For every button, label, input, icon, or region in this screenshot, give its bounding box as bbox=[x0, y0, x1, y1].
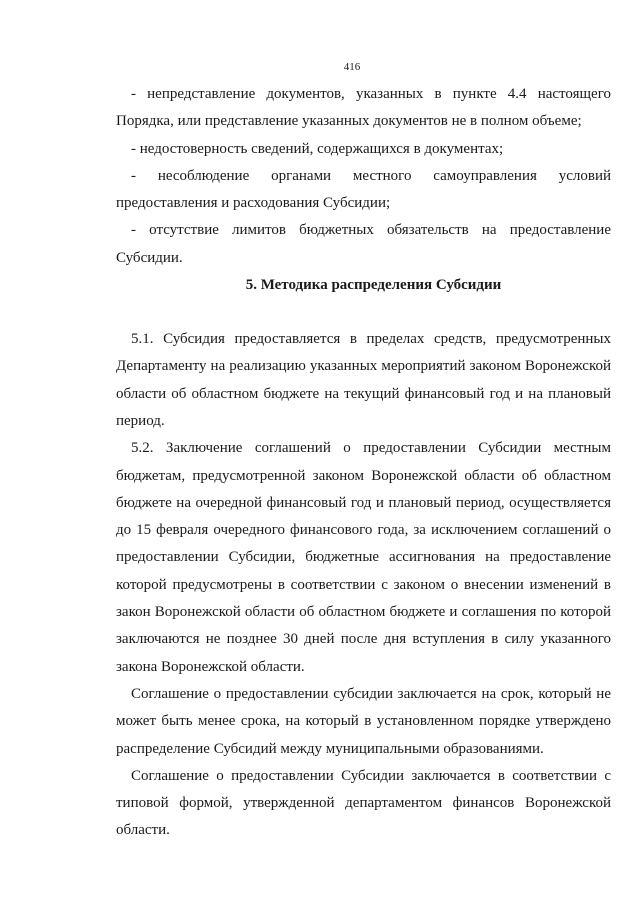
blank-line bbox=[116, 299, 611, 326]
document-body bbox=[116, 81, 611, 845]
list-item-no-limits: - отсутствие лимитов бюджетных обязательств на предоставление Субсидии. bbox=[116, 222, 611, 266]
paragraph-5-1: 5.1. Субсидия предоставляется в пределах средств, предусмотренных Департаменту на реализацию указанных мероприятий законом Воронежской области об областном бюджете на текущий финансовый год и на плановый период. bbox=[116, 331, 611, 429]
list-item-noncompliance: - несоблюдение органами местного самоуправления условий предоставления и расходования Субсидии; bbox=[116, 167, 611, 212]
section-heading: 5. Методика распределения Субсидии bbox=[245, 277, 502, 294]
list-item-unreliable-info: - недостоверность сведений, содержащихся в документах; bbox=[131, 140, 504, 157]
paragraph-5-2: 5.2. Заключение соглашений о предоставлении Субсидии местным бюджетам, предусмотренной законом Воронежской области об областном бюджете на очередной финансовый год и плановый период, осуществляется до 15 февраля очередного финансового года, за исключением соглашений о предоставлении Субсидии, бюджетные ассигнования на предоставление которой предусмотрены в соответствии с законом о внесении изменений в закон Воронежской области об областном бюджете и соглашения по которой заключаются не позднее 30 дней после дня вступления в силу указанного закона Воронежской области. bbox=[116, 440, 611, 675]
list-item-missing-documents: - непредставление документов, указанных в пункте 4.4 настоящего Порядка, или представление указанных документов не в полном объеме; bbox=[116, 86, 611, 130]
paragraph-agreement-term: Соглашение о предоставлении субсидии заключается на срок, который не может быть менее срока, на который в установленном порядке утверждено распределение Субсидий между муниципальными образованиями. bbox=[116, 685, 611, 757]
page-number: 416 bbox=[343, 61, 361, 73]
paragraph-agreement-form: Соглашение о предоставлении Субсидии заключается в соответствии с типовой формой, утвержденной департаментом финансов Воронежской области. bbox=[116, 767, 611, 839]
